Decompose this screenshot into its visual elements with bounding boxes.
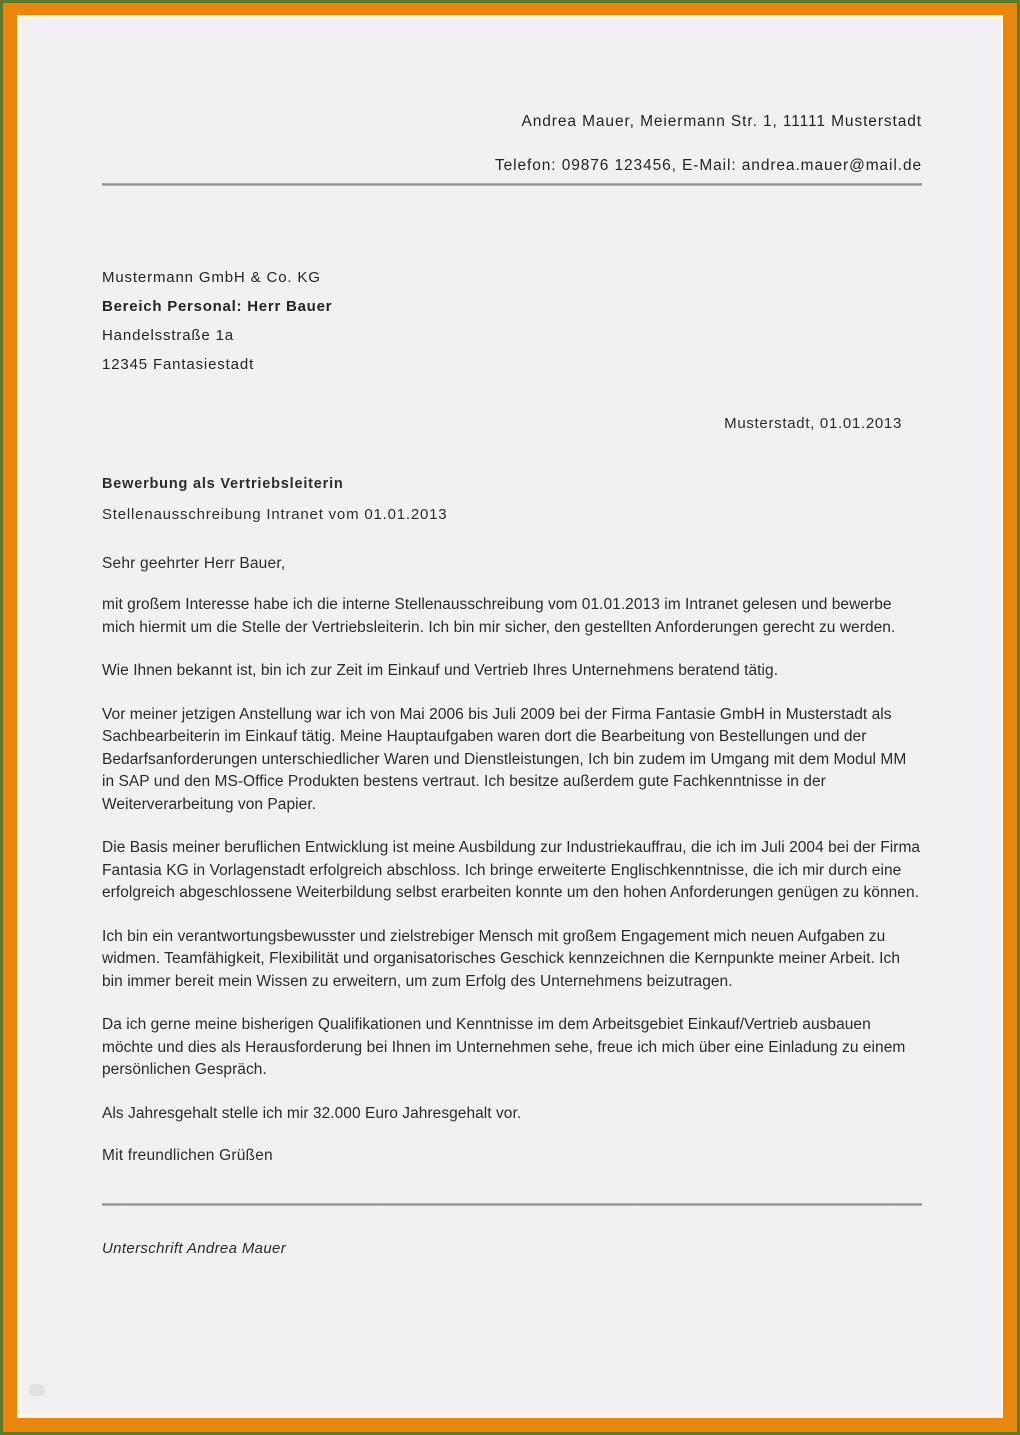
recipient-street: Handelsstraße 1a (102, 327, 234, 344)
subject-reference: Stellenausschreibung Intranet vom 01.01.2013 (102, 506, 448, 523)
body-paragraph: Die Basis meiner beruflichen Entwicklung ist meine Ausbildung zur Industriekauffrau, die ich im Juli 2004 bei der Firma Fantasia KG in Vorlagenstadt erfolgreich abschloss. Ich bringe erweiterte Englischkenntnisse, die ich mir durch eine erfolgreich abgeschlossene Weiterbildung selbst erarbeiten konnte um den hohen Anforderungen genügen zu können. (102, 839, 921, 901)
closing-greeting: Mit freundlichen Grüßen (102, 1147, 273, 1164)
scan-artifact-speck (29, 1384, 45, 1396)
letter-sheet (21, 19, 1001, 1414)
sender-contact-line: Telefon: 09876 123456, E-Mail: andrea.mauer@mail.de (495, 157, 922, 174)
letter-content (102, 19, 922, 1257)
body-paragraph: Als Jahresgehalt stelle ich mir 32.000 Euro Jahresgehalt vor. (102, 1104, 522, 1122)
body-paragraph: Ich bin ein verantwortungsbewusster und zielstrebiger Mensch mit großem Engagement mich neuen Aufgaben zu widmen. Teamfähigkeit, Flexibilität und organisatorisches Geschick kennzeichnen die Kernpunkte meiner Arbeit. Ich bin immer bereit mein Wissen zu erweitern, um zum Erfolg des Unternehmens beizutragen. (102, 927, 901, 990)
body-paragraph: Wie Ihnen bekannt ist, bin ich zur Zeit im Einkauf und Vertrieb Ihres Unternehmens beratend tätig. (102, 662, 779, 679)
sender-address-line: Andrea Mauer, Meiermann Str. 1, 11111 Musterstadt (521, 113, 922, 130)
place-and-date: Musterstadt, 01.01.2013 (724, 415, 902, 432)
body-paragraph: mit großem Interesse habe ich die interne Stellenausschreibung vom 01.01.2013 im Intranet gelesen und bewerbe mich hiermit um die Stelle der Vertriebsleiterin. Ich bin mir sicher, den gestellten Anforderungen gerecht zu werden. (102, 596, 896, 636)
recipient-company: Mustermann GmbH & Co. KG (102, 269, 321, 286)
recipient-address-block (102, 263, 922, 379)
recipient-department: Bereich Personal: Herr Bauer (102, 298, 333, 315)
subject-title: Bewerbung als Vertriebsleiterin (102, 476, 344, 492)
signature-line: Unterschrift Andrea Mauer (102, 1240, 287, 1257)
letterhead (102, 113, 922, 175)
salutation: Sehr geehrter Herr Bauer, (102, 555, 286, 572)
letterhead-divider (102, 183, 922, 186)
body-paragraph: Vor meiner jetzigen Anstellung war ich von Mai 2006 bis Juli 2009 bei der Firma Fantasie GmbH in Musterstadt als Sachbearbeiterin im Einkauf tätig. Meine Hauptaufgaben waren dort die Bearbeitung von Bestellungen und der Bedarfsanforderungen unterschiedlicher Waren und Dienstleistungen, Ich bin zudem im Umgang mit dem Modul MM in SAP und den MS-Office Produkten bestens vertraut. Ich besitze außerdem gute Fachkenntnisse in der Weiterverarbeitung von Papier. (102, 705, 907, 813)
body-paragraph: Da ich gerne meine bisherigen Qualifikationen und Kenntnisse im dem Arbeitsgebiet Einkauf/Vertrieb ausbauen möchte und dies als Herausforderung bei Ihnen im Unternehmen sehe, freue ich mich über eine Einladung zu einem persönlichen Gespräch. (102, 1016, 906, 1078)
recipient-city: 12345 Fantasiestadt (102, 356, 255, 373)
signature-divider (102, 1203, 922, 1206)
